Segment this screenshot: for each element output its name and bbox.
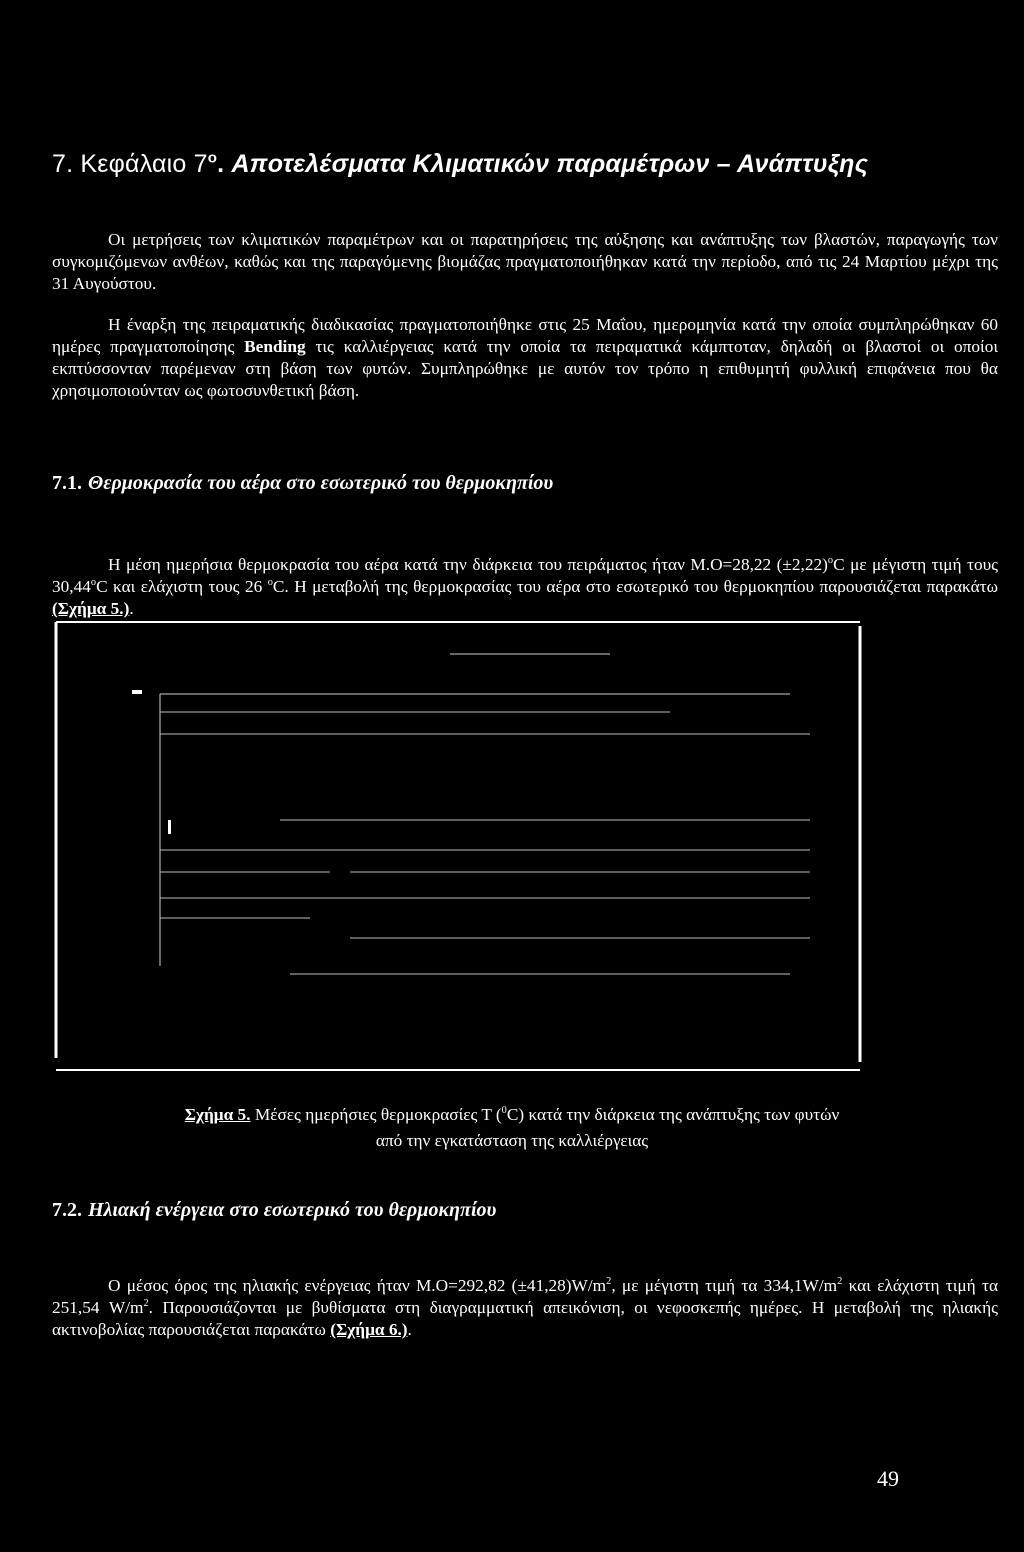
figure-5-graphic: [50, 618, 866, 1076]
s1-text-a: Η μέση ημερήσια θερμοκρασία του αέρα κατά την διάρκεια του πειράματος ήταν Μ.Ο=28,22 (±2,22): [108, 555, 828, 575]
chapter-heading: [52, 150, 992, 179]
bending-term: Bending: [244, 337, 306, 357]
s2-text-d: . Παρουσιάζονται με βυθίσματα στη διαγραμματική απεικόνιση, οι νεφοσκεπής ημέρες. Η μεταβολή της ηλιακής ακτινοβολίας παρουσιάζεται παρακάτω: [52, 1298, 999, 1340]
intro-paragraph-1: Οι μετρήσεις των κλιματικών παραμέτρων και οι παρατηρήσεις της αύξησης και ανάπτυξης των βλαστών, παραγωγής των συγκομιζόμενων ανθέων, καθώς και της παραγόμενης βιομάζας πραγματοποιήθηκαν κατά την περίοδο, από τις 24 Μαρτίου μέχρι της 31 Αυγούστου.: [52, 230, 998, 294]
figure-5-caption-sup: 0: [501, 1105, 507, 1117]
page-number: 49: [877, 1466, 899, 1491]
s1-degree-1: o: [827, 555, 834, 567]
section-7-1-heading: [52, 472, 553, 495]
intro-paragraph-2: [52, 314, 998, 402]
chapter-label-sup: ο: [207, 149, 218, 167]
figure-5-caption-line-1: [52, 1103, 972, 1127]
figure-5-label: Σχήμα 5.: [184, 1105, 251, 1124]
chapter-number: 7.: [52, 150, 74, 178]
section-7-2-number: 7.2.: [52, 1199, 82, 1221]
section-7-2-title: Ηλιακή ενέργεια στο εσωτερικό του θερμοκηπίου: [88, 1199, 497, 1221]
section-7-2-heading: [52, 1199, 496, 1222]
figure-6-reference: (Σχήμα 6.): [330, 1320, 408, 1340]
s1-text-d: C. Η μεταβολή της θερμοκρασίας του αέρα στο εσωτερικό του θερμοκηπίου παρουσιάζεται παρακάτω: [272, 577, 998, 597]
s1-text-b: C με μέγιστη τιμή τους 30,44: [52, 555, 998, 597]
figure-5-chart-area: [50, 618, 866, 1076]
figure-5-reference: (Σχήμα 5.): [52, 599, 130, 619]
figure-5-caption-b: C) κατά την διάρκεια της ανάπτυξης των φυτών: [506, 1105, 840, 1124]
s2-sup-3: 2: [143, 1298, 149, 1310]
intro-paragraph-2-text-b: τις καλλιέργειας κατά την οποία τα πειραματικά κάμπτοταν, δηλαδή οι βλαστοί οι οποίοι εκπτύσσονταν παρέμεναν στη βάση των φυτών. Συμπληρώθηκε με αυτόν τον τρόπο η επιθυμητή φυλλική επιφάνεια που θα χρησιμοποιούνταν ως φωτοσυνθετική βάση.: [52, 337, 998, 401]
s2-text-c: και ελάχιστη τιμή τα 251,54 W/m: [52, 1276, 998, 1318]
s1-degree-3: o: [267, 577, 273, 589]
plot-mark: [132, 690, 142, 694]
s2-sup-2: 2: [837, 1276, 843, 1288]
figure-5-caption-a: Μέσες ημερήσιες θερμοκρασίες Τ (: [254, 1105, 502, 1124]
s2-text-a: Ο μέσος όρος της ηλιακής ενέργειας ήταν Μ.Ο=292,82 (±41,28)W/m: [108, 1276, 607, 1296]
section-7-2-paragraph: [52, 1275, 998, 1341]
s1-dot: .: [129, 599, 134, 619]
chapter-title: Αποτελέσματα Κλιματικών παραμέτρων – Ανάπτυξης: [231, 150, 869, 178]
chapter-label: Κεφάλαιο 7: [80, 150, 208, 178]
s1-degree-2: o: [90, 577, 97, 589]
chapter-dot: .: [217, 150, 225, 178]
figure-5-caption-line-2: από την εγκατάσταση της καλλιέργειας: [375, 1131, 649, 1150]
section-7-1-title: Θερμοκρασία του αέρα στο εσωτερικό του θερμοκηπίου: [88, 472, 554, 494]
s2-text-b: , με μέγιστη τιμή τα 334,1W/m: [611, 1276, 838, 1296]
s2-sup-1: 2: [606, 1276, 612, 1288]
section-7-1-number: 7.1.: [52, 472, 82, 494]
s2-dot: .: [407, 1320, 412, 1340]
s1-text-c: C και ελάχιστη τους 26: [96, 577, 263, 597]
intro-paragraph-2-text-a: Η έναρξη της πειραματικής διαδικασίας πραγματοποιήθηκε στις 25 Μαΐου, ημερομηνία κατά την οποία συμπληρώθηκαν 60 ημέρες πραγματοποίησης: [52, 315, 998, 357]
plot-mark-2: [168, 820, 171, 834]
section-7-1-paragraph: [52, 554, 998, 620]
